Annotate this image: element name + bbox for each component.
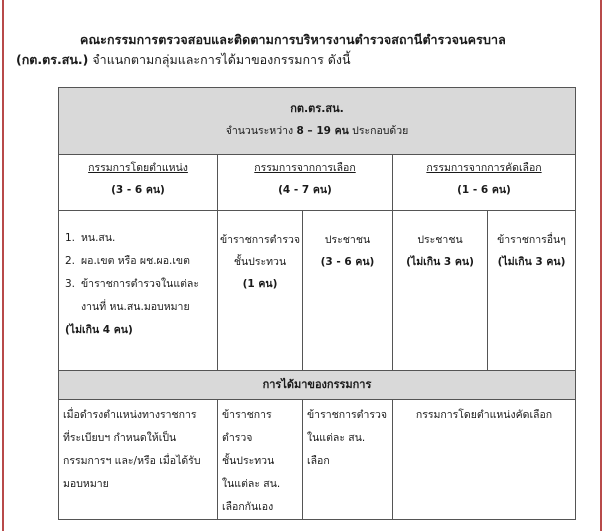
group-selected-header — [393, 155, 576, 211]
intro-paragraph — [16, 30, 591, 70]
ex-officio-limit: (ไม่เกิน 4 คน) — [65, 324, 133, 336]
acquisition-header: การได้มาของกรรมการ — [59, 371, 576, 400]
text-line: ในแต่ละ สน. — [222, 478, 281, 490]
elected-people-cell — [303, 211, 393, 371]
list-text: หน.สน. — [81, 232, 116, 244]
document-page — [6, 0, 598, 531]
text-line: ในแต่ละ สน. — [307, 432, 366, 444]
text-line: ชั้นประทวน — [222, 455, 275, 467]
selected-people-cell — [393, 211, 488, 371]
group-count: (4 - 7 คน) — [278, 184, 332, 196]
size-range: 8 – 19 คน — [296, 125, 349, 137]
size-prefix: จำนวนระหว่าง — [225, 125, 297, 137]
table-header — [59, 88, 576, 155]
intro-heading: คณะกรรมการตรวจสอบและติดตามการบริหารงานตำรวจสถานีตำรวจนครบาล — [80, 32, 506, 47]
acquisition-nco — [218, 400, 303, 520]
list-item — [65, 227, 211, 250]
text-line: กรรมการฯ และ/หรือ เมื่อได้รับ — [63, 455, 201, 467]
list-number: 3. — [65, 278, 76, 290]
text-line: เลือกกันเอง — [222, 501, 274, 513]
elected-count: (3 - 6 คน) — [320, 256, 375, 268]
page-border-right — [600, 0, 602, 531]
group-count: (1 - 6 คน) — [457, 184, 511, 196]
list-item — [65, 250, 211, 273]
list-number: 1. — [65, 232, 76, 244]
list-item — [65, 273, 211, 319]
selected-type: ข้าราชการอื่นๆ — [497, 234, 566, 246]
text-line: มอบหมาย — [63, 478, 109, 490]
group-elected-header — [218, 155, 393, 211]
size-suffix: ประกอบด้วย — [348, 125, 409, 137]
list-text: ผอ.เขต หรือ ผช.ผอ.เขต — [81, 255, 190, 267]
selected-officials-cell — [488, 211, 576, 371]
list-number: 2. — [65, 255, 76, 267]
page-border-left — [2, 0, 4, 531]
table-size — [59, 120, 575, 142]
selected-type: ประชาชน — [417, 234, 463, 246]
elected-count: (1 คน) — [242, 278, 278, 290]
selected-count: (ไม่เกิน 3 คน) — [406, 256, 474, 268]
ex-officio-members — [59, 211, 218, 371]
text-line: ที่ระเบียบฯ กำหนดให้เป็น — [63, 432, 177, 444]
selected-count: (ไม่เกิน 3 คน) — [497, 256, 566, 268]
list-text: ข้าราชการตำรวจในแต่ละงานที่ หน.สน.มอบหมาย — [81, 278, 199, 313]
text-line: เมื่อดำรงตำแหน่งทางราชการ — [63, 409, 197, 421]
text-line: ข้าราชการตำรวจ — [307, 409, 388, 421]
group-name: กรรมการโดยตำแหน่ง — [88, 162, 188, 174]
acquisition-people — [303, 400, 393, 520]
group-count: (3 - 6 คน) — [111, 184, 165, 196]
text-line: เลือก — [307, 455, 330, 467]
elected-nco-cell — [218, 211, 303, 371]
intro-abbrev: (กต.ตร.สน.) — [16, 52, 89, 67]
group-name: กรรมการจากการเลือก — [254, 162, 356, 174]
group-name: กรรมการจากการคัดเลือก — [426, 162, 542, 174]
elected-type-rank: ชั้นประทวน — [233, 256, 287, 268]
elected-type: ประชาชน — [324, 234, 371, 246]
table-title: กต.ตร.สน. — [290, 102, 344, 115]
committee-composition-table — [58, 87, 576, 520]
intro-subline — [16, 50, 591, 70]
intro-description: จำแนกตามกลุ่มและการได้มาของกรรมการ ดังนี้ — [88, 52, 351, 67]
elected-type: ข้าราชการตำรวจ — [219, 234, 301, 246]
group-ex-officio-header — [59, 155, 218, 211]
acquisition-ex-officio — [59, 400, 218, 520]
acquisition-selected: กรรมการโดยตำแหน่งคัดเลือก — [393, 400, 576, 520]
text-line: ข้าราชการตำรวจ — [222, 409, 272, 444]
